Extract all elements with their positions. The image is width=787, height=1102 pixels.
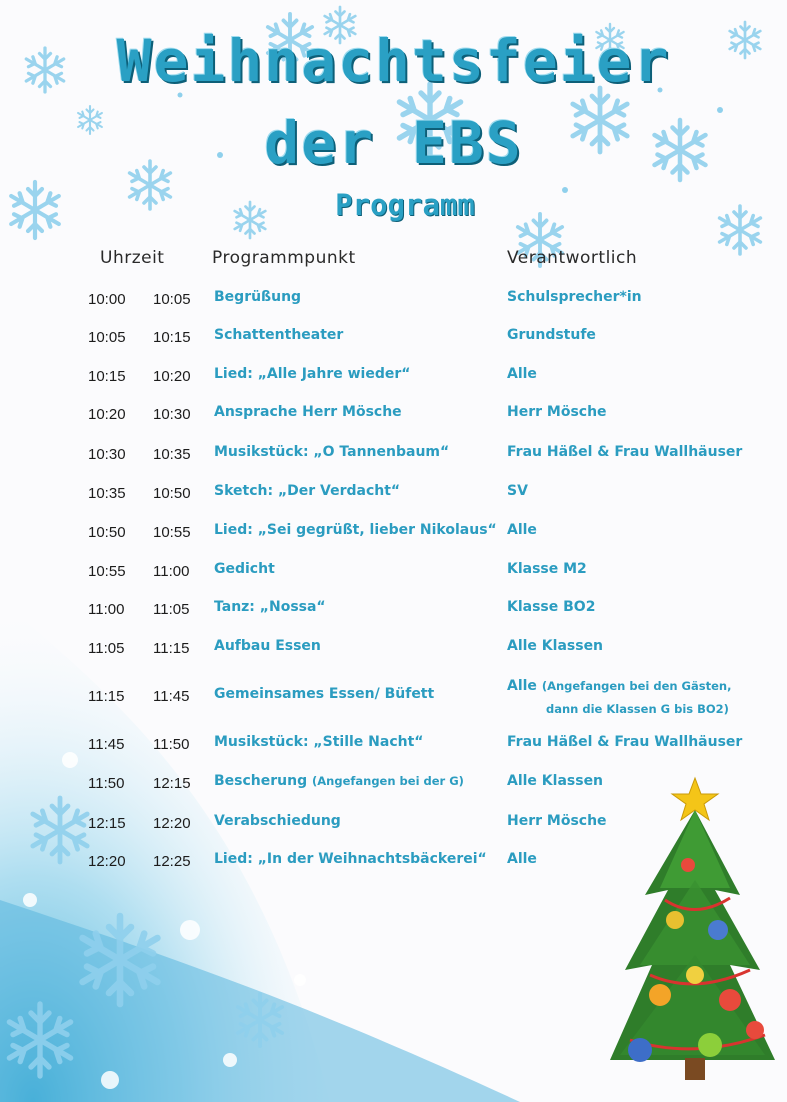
program-item: Musikstück: „O Tannenbaum“ <box>214 444 450 460</box>
end-time: 12:20 <box>153 815 191 832</box>
start-time: 10:50 <box>88 524 126 541</box>
schedule-row <box>0 368 787 406</box>
responsible-note-continued: dann die Klassen G bis BO2) <box>546 702 729 716</box>
end-time: 10:15 <box>153 329 191 346</box>
start-time: 10:30 <box>88 446 126 463</box>
end-time: 12:15 <box>153 775 191 792</box>
start-time: 10:00 <box>88 291 126 308</box>
program-item: Sketch: „Der Verdacht“ <box>214 483 401 499</box>
start-time: 11:50 <box>88 775 125 792</box>
responsible: Alle Klassen <box>507 638 604 654</box>
start-time: 11:15 <box>88 688 125 705</box>
header-time: Uhrzeit <box>100 248 165 268</box>
start-time: 10:15 <box>88 368 126 385</box>
title-line-2: der EBS <box>264 109 523 177</box>
schedule-row <box>0 640 787 678</box>
responsible: Alle <box>507 851 537 867</box>
responsible: Klasse BO2 <box>507 599 596 615</box>
schedule-row <box>0 524 787 562</box>
program-item: Musikstück: „Stille Nacht“ <box>214 734 424 750</box>
start-time: 12:20 <box>88 853 126 870</box>
program-item: Begrüßung <box>214 289 302 305</box>
start-time: 10:55 <box>88 563 126 580</box>
start-time: 11:45 <box>88 736 125 753</box>
responsible: Frau Häßel & Frau Wallhäuser <box>507 734 743 750</box>
end-time: 11:00 <box>153 563 190 580</box>
end-time: 11:15 <box>153 640 190 657</box>
header-responsible: Verantwortlich <box>507 248 638 268</box>
program-item: Aufbau Essen <box>214 638 321 654</box>
program-item: Schattentheater <box>214 327 344 343</box>
responsible-note: (Angefangen bei den Gästen, <box>541 679 732 693</box>
responsible: Klasse M2 <box>507 561 587 577</box>
schedule-row <box>0 601 787 639</box>
end-time: 10:30 <box>153 406 191 423</box>
schedule-row <box>0 485 787 523</box>
program-item-note: (Angefangen bei der G) <box>312 774 464 788</box>
title-line-1: Weihnachtsfeier <box>116 27 671 95</box>
program-item: Lied: „Sei gegrüßt, lieber Nikolaus“ <box>214 522 497 538</box>
schedule-row <box>0 406 787 444</box>
responsible: Grundstufe <box>507 327 596 343</box>
program-item: Lied: „In der Weihnachtsbäckerei“ <box>214 851 487 867</box>
program-item: Ansprache Herr Mösche <box>214 404 402 420</box>
end-time: 11:45 <box>153 688 190 705</box>
start-time: 11:00 <box>88 601 125 618</box>
program-item: Gemeinsames Essen/ Büfett <box>214 686 435 702</box>
responsible: SV <box>507 483 528 499</box>
program-item: Verabschiedung <box>214 813 341 829</box>
schedule-row <box>0 291 787 329</box>
responsible: Schulsprecher*in <box>507 289 642 305</box>
end-time: 10:55 <box>153 524 191 541</box>
start-time: 10:05 <box>88 329 126 346</box>
end-time: 10:20 <box>153 368 191 385</box>
start-time: 11:05 <box>88 640 125 657</box>
end-time: 10:05 <box>153 291 191 308</box>
responsible: Herr Mösche <box>507 404 607 420</box>
end-time: 10:50 <box>153 485 191 502</box>
end-time: 11:50 <box>153 736 190 753</box>
program-item: Gedicht <box>214 561 275 577</box>
responsible: Alle <box>507 366 537 382</box>
start-time: 12:15 <box>88 815 126 832</box>
end-time: 11:05 <box>153 601 190 618</box>
responsible: Frau Häßel & Frau Wallhäuser <box>507 444 743 460</box>
program-item: Lied: „Alle Jahre wieder“ <box>214 366 411 382</box>
end-time: 12:25 <box>153 853 191 870</box>
program-item-name: Bescherung <box>214 773 308 789</box>
end-time: 10:35 <box>153 446 191 463</box>
header-item: Programmpunkt <box>212 248 356 268</box>
responsible <box>507 678 731 694</box>
christmas-tree-icon <box>590 770 780 1090</box>
schedule-row <box>0 736 787 774</box>
program-item: Tanz: „Nossa“ <box>214 599 326 615</box>
schedule-row <box>0 329 787 367</box>
schedule-row <box>0 446 787 484</box>
program-item <box>214 773 464 789</box>
schedule-row <box>0 563 787 601</box>
start-time: 10:20 <box>88 406 126 423</box>
subtitle: Programm <box>335 188 475 222</box>
start-time: 10:35 <box>88 485 126 502</box>
responsible: Alle Klassen <box>507 773 604 789</box>
responsible-name: Alle <box>507 678 537 694</box>
schedule-row <box>0 678 787 738</box>
responsible: Herr Mösche <box>507 813 607 829</box>
responsible: Alle <box>507 522 537 538</box>
